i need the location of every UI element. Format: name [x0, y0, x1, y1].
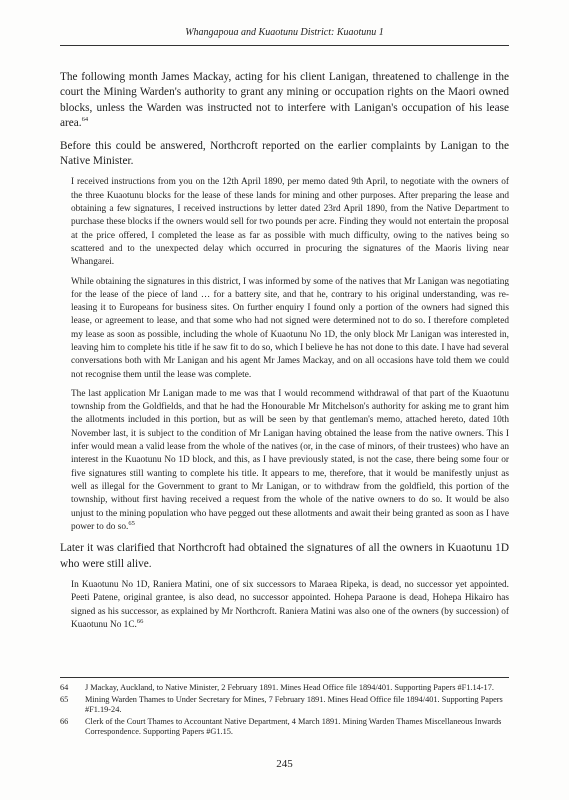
header-rule: [60, 45, 509, 46]
page-number: 245: [276, 758, 293, 770]
paragraph-2: Before this could be answered, Northcroft reported on the earlier complaints by Lanigan to the Native Minister.: [60, 139, 509, 168]
quote-1-para-1: I received instructions from you on the 12th April 1890, per memo dated 9th April, to negotiate with the owners of the three Kuaotunu blocks for the lease of these lands for mining and other purposes. After preparing the lease and obtaining a few signatures, I received instructions by letter dated 23rd April 1890, from the Native Department to purchase these blocks if the owners would sell for two pounds per acre. Finding they would not entertain the proposal at the price offered, I completed the lease as far as possible with much difficulty, owing to the natives being so scattered and to the unexpected delay which occurred in procuring the signatures of the Maoris living near Whangarei.: [71, 177, 509, 268]
footnote-ref-65[interactable]: 65: [128, 519, 135, 527]
footnote-number: 65: [60, 695, 69, 705]
quote-1-para-3: [71, 388, 509, 534]
quote-1-para-2: While obtaining the signatures in this district, I was informed by some of the natives that Mr Lanigan was negotiating for the lease of the piece of land … for a battery site, and that he, contrary to his original understanding, was re-leasing it to Europeans for business sites. On further enquiry I found only a portion of the owners had signed this lease, or agreement to lease, and that some who had not signed were determined not to do so. I therefore completed my lease as soon as possible, including the whole of Kuaotunu No 1D, the only block Mr Lanigan was interested in, leaving him to complete his title if he saw fit to do so, which I believe he has not done to this date. I have had several conversations both with Mr Lanigan and his agent Mr James Mackay, and on all occasions have told them we could not recognise them until the lease was complete.: [71, 276, 509, 380]
paragraph-1: [60, 70, 509, 132]
footnotes: [60, 683, 509, 739]
footnote-65: [60, 695, 509, 715]
block-quote-1: [71, 176, 509, 534]
footnote-text: J Mackay, Auckland, to Native Minister, 2 February 1891. Mines Head Office file 1894/401. Supporting Papers #F1.14-17.: [85, 683, 494, 692]
quote-2-text: In Kuaotunu No 1D, Raniera Matini, one of six successors to Maraea Ripeka, is dead, no successor yet appointed. Peeti Patene, original grantee, is also dead, no successor appointed. Hohepa Paraone is dead, Hohepa Hikairo has signed as his successor, as explained by Mr Northcroft. Raniera Matini was also one of the owners (by succession) of Kuaotunu No 1C.: [71, 579, 509, 630]
footnote-ref-64[interactable]: 64: [81, 116, 89, 124]
paragraph-3: Later it was clarified that Northcroft had obtained the signatures of all the owners in Kuaotunu 1D who were still alive.: [60, 542, 509, 570]
paragraph-1-text: The following month James Mackay, acting for his client Lanigan, threatened to challenge in the court the Mining Warden's authority to grant any mining or occupation rights on the Maori owned blocks, unless the Warden was instructed not to interfere with Lanigan's occupation of his lease area.: [60, 71, 509, 130]
footnote-rule: [60, 677, 509, 678]
footnote-ref-66[interactable]: 66: [136, 617, 144, 625]
quote-1-para-3-text: The last application Mr Lanigan made to me was that I would recommend withdrawal of that part of the Kuaotunu township from the Goldfields, and that he had the Honourable Mr Mitchelson's authority for asking me to grant him the allotments included in this portion, but as will be seen by that gentleman's memo, attached hereto, dated 10th November last, it is subject to the condition of Mr Lanigan having obtained the lease from the native owners. This I infer would mean a valid lease from the whole of the natives (or, in the case of minors, of their trustees) who have an interest in the Kuaotunu No 1D block, and this, as I have previously stated, is not the case, there being some four or five signatures still wanting to complete his title. It appears to me, therefore, that it would be manifestly unjust as well as illegal for the Government to grant to Mr Lanigan, or to withdraw from the goldfield, this portion of the township, without first having received a request from the whole of the native owners to do so. It would be also unjust to the mining population who have pegged out these allotments and await their being granted as soon as I have power to do so.: [71, 388, 509, 532]
footnote-number: 66: [60, 717, 69, 727]
footnote-64: [60, 683, 509, 693]
footnote-text: Clerk of the Court Thames to Accountant Native Department, 4 March 1891. Mining Warden Thames Miscellaneous Inwards Correspondence. Supporting Papers #G1.15.: [85, 717, 502, 737]
footnote-text: Mining Warden Thames to Under Secretary for Mines, 7 February 1891. Mines Head Office file 1894/401. Supporting Papers #F1.19-24.: [85, 695, 503, 715]
footnote-66: [60, 717, 509, 737]
quote-2-para-1: [71, 579, 509, 632]
block-quote-2: [71, 579, 509, 632]
footnote-number: 64: [60, 683, 69, 692]
main-text: [60, 70, 509, 639]
running-header: Whangapoua and Kuaotunu District: Kuaotunu 1: [185, 27, 384, 38]
